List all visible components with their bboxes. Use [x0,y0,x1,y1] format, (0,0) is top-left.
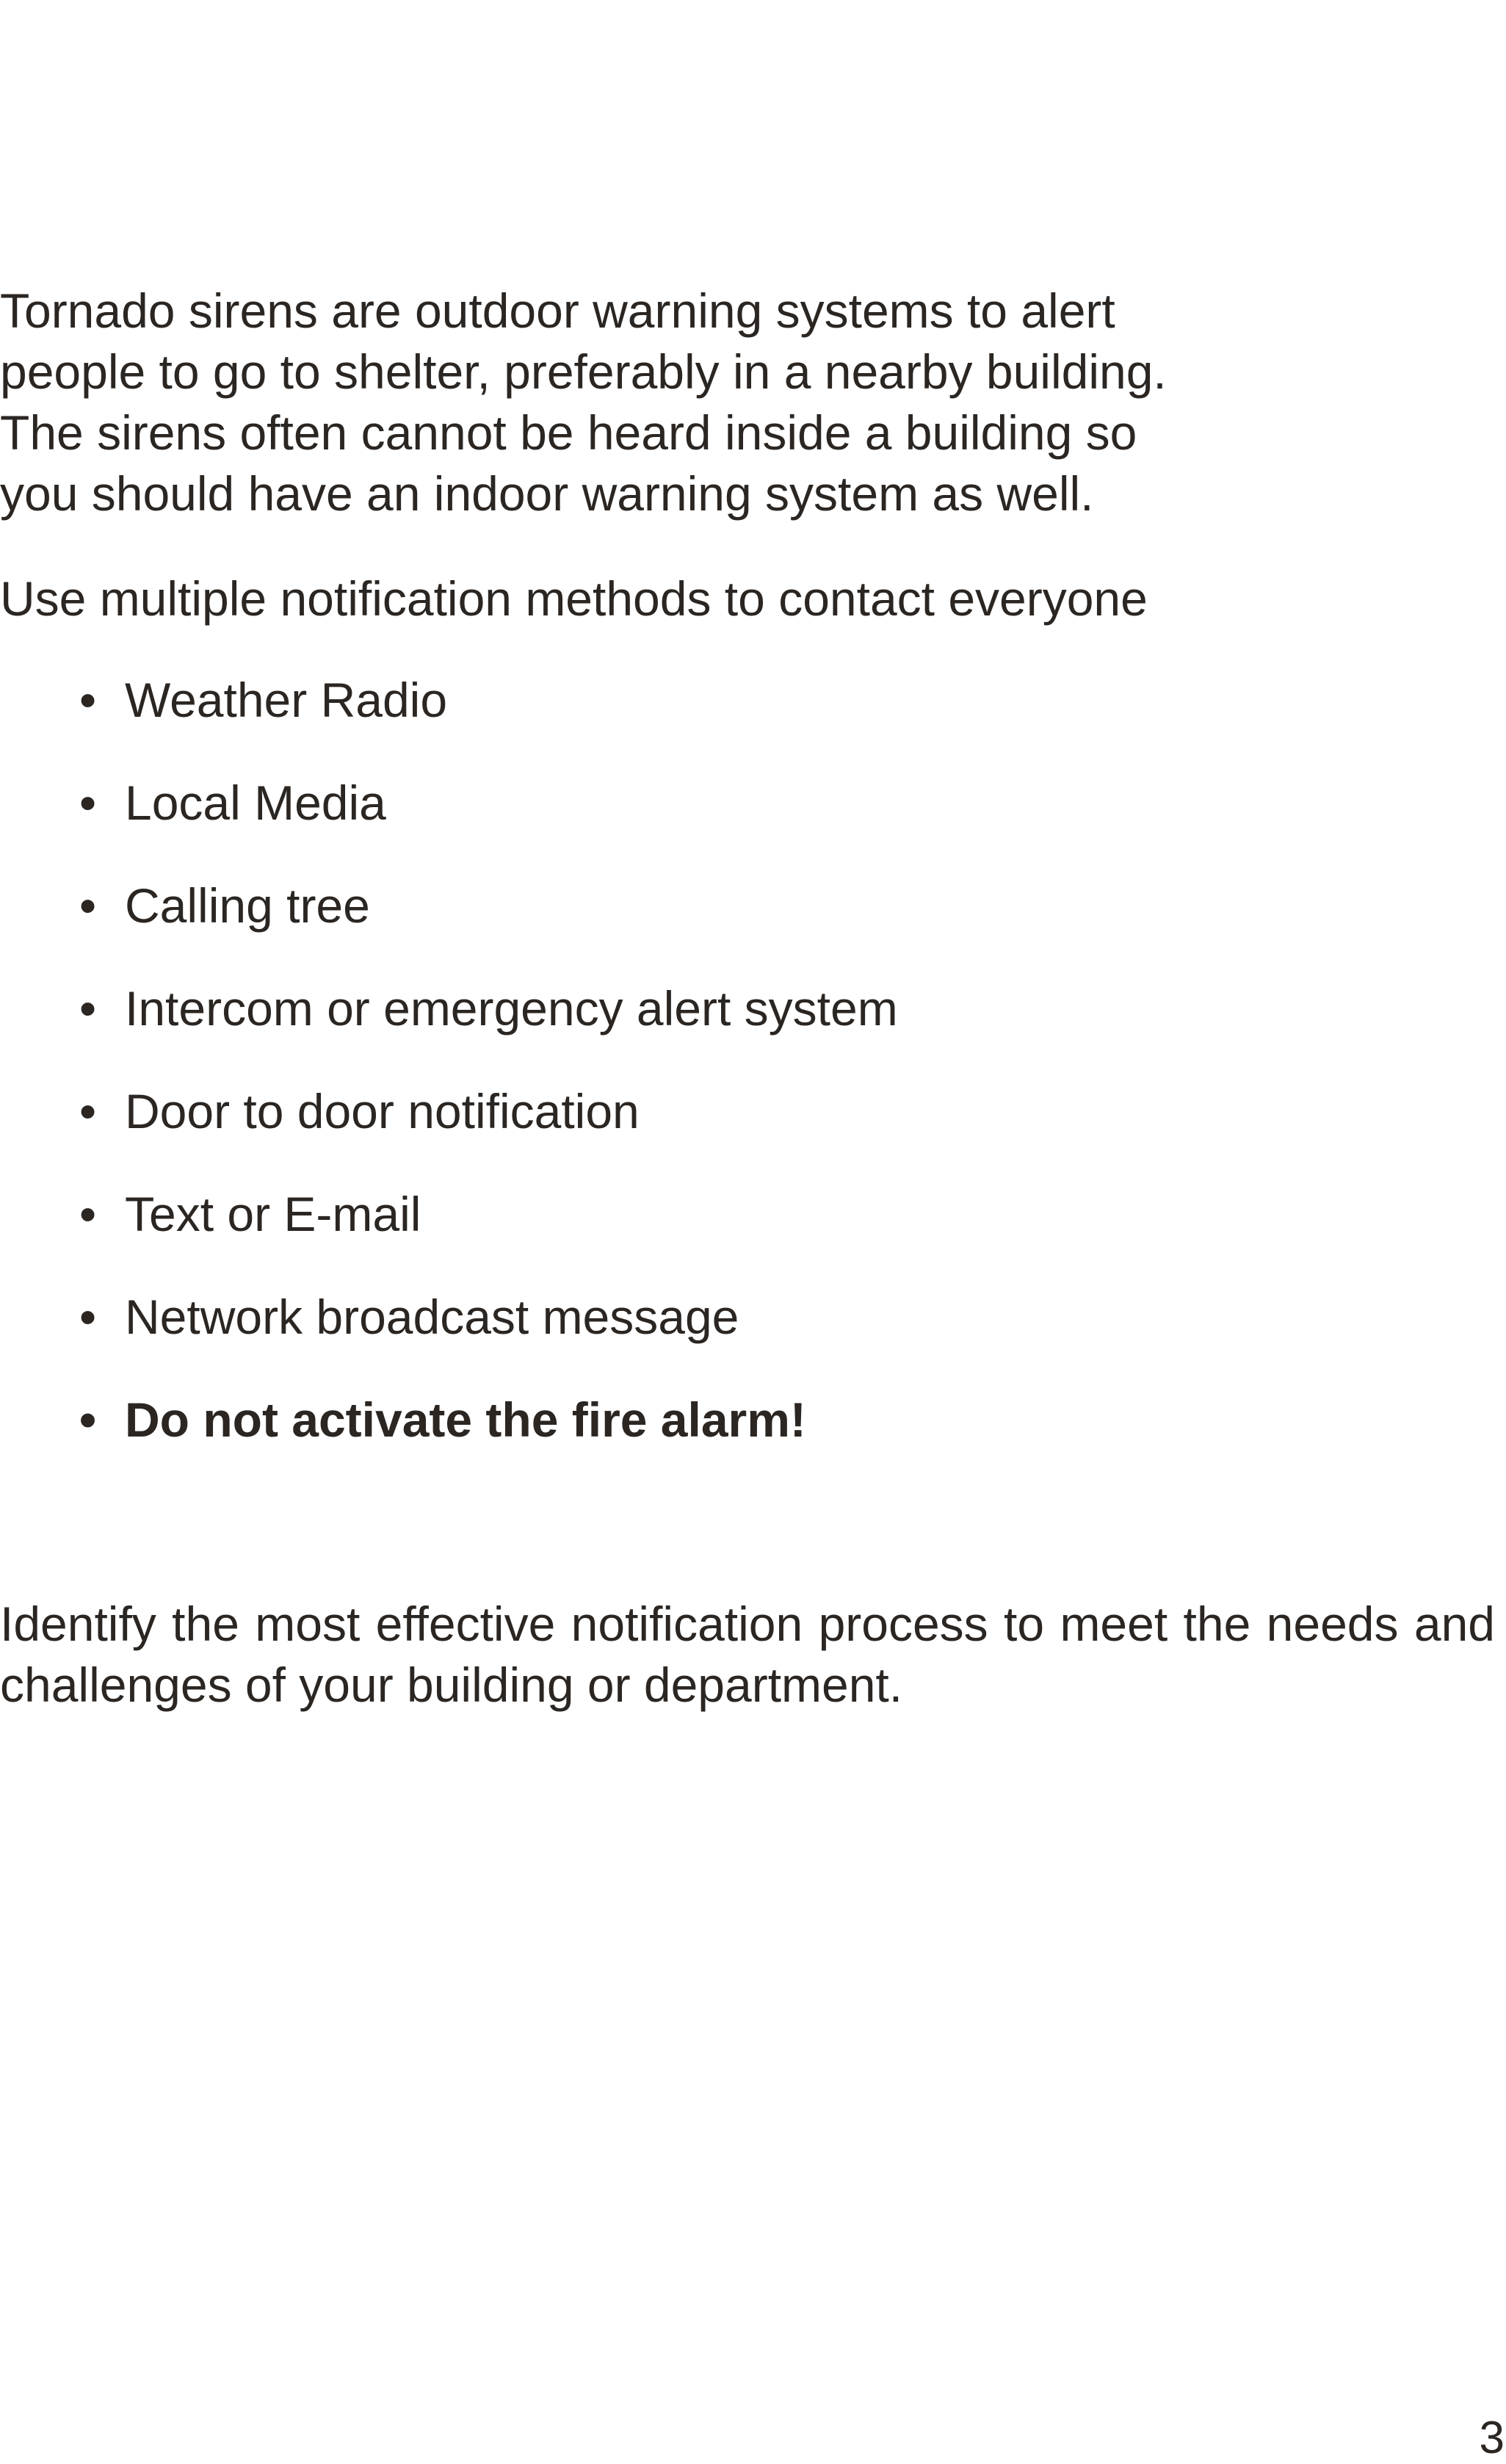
list-item-label: Door to door notification [125,1084,640,1138]
methods-lead-sentence: Use multiple notification methods to contact everyone [0,571,1148,626]
list-item-label: Weather Radio [125,673,448,727]
bullet-icon: • [79,776,97,830]
list-item-label: Local Media [125,776,386,830]
bullet-icon: • [79,1392,97,1447]
list-item-label: Calling tree [125,878,370,933]
list-item-label: Network broadcast message [125,1290,739,1344]
bullet-icon: • [79,1290,97,1344]
list-item-label: Text or E-mail [125,1187,421,1241]
bullet-icon: • [79,981,97,1036]
bullet-icon: • [79,878,97,933]
closing-paragraph: Identify the most effective notification process to meet the needs and challenges of your building or department. [0,1597,1495,1712]
page-number: 3 [1479,2413,1505,2463]
intro-paragraph: Tornado sirens are outdoor warning systems to alert people to go to shelter, preferably in a nearby building. The sirens often cannot be heard inside a building so you should have an indoor warning system as well. [0,283,1167,521]
bullet-icon: • [79,673,97,727]
list-item-label: Do not activate the fire alarm! [125,1392,806,1447]
bullet-icon: • [79,1084,97,1138]
list-item-label: Intercom or emergency alert system [125,981,898,1036]
bullet-icon: • [79,1187,97,1241]
